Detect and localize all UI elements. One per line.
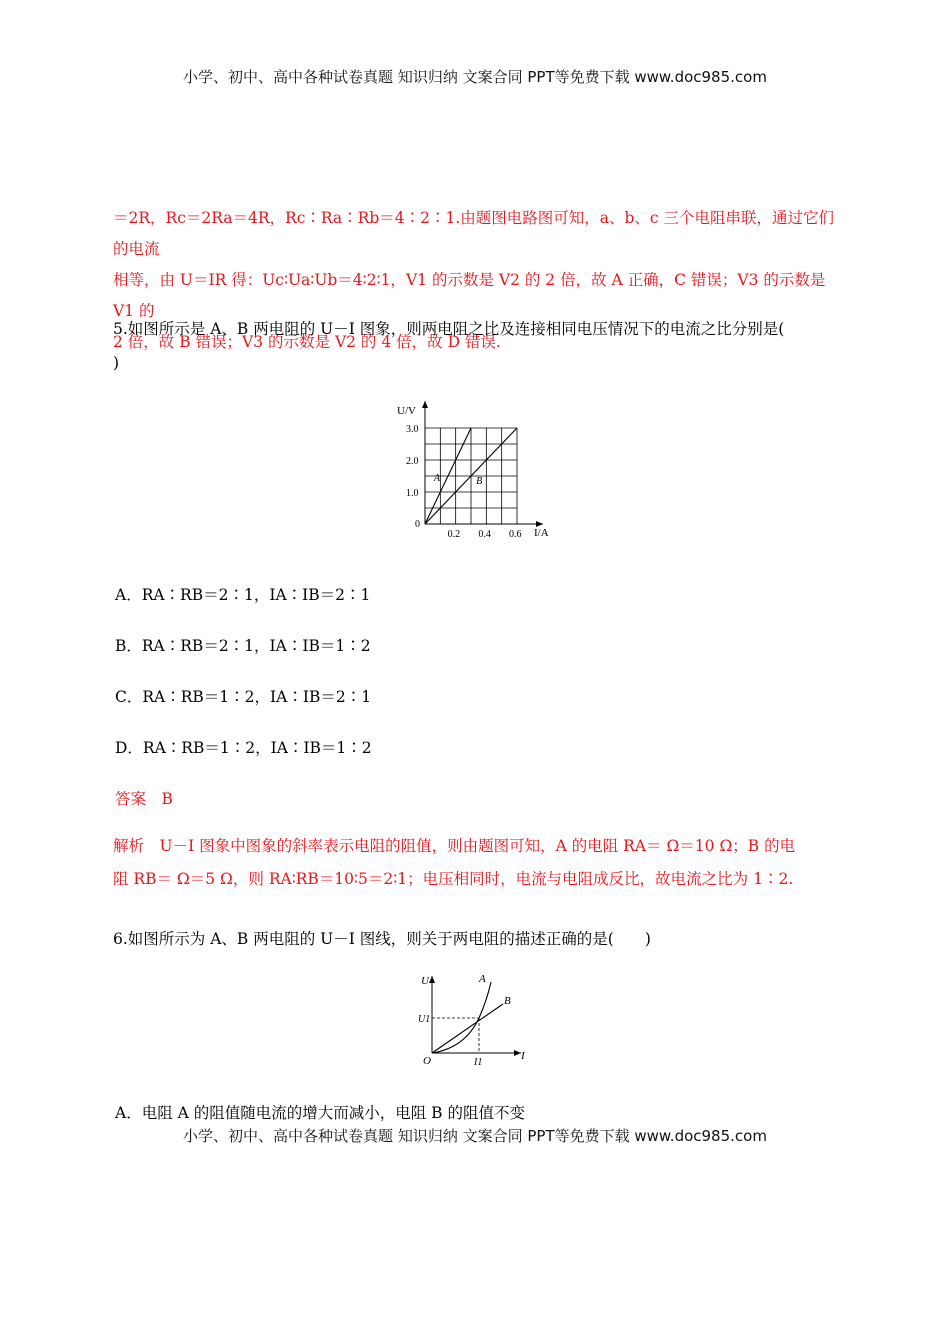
y-tick-label: 1.0 (406, 488, 419, 499)
q6-stem: 6.如图所示为 A、B 两电阻的 U－I 图线，则关于两电阻的描述正确的是( ) (113, 930, 651, 948)
origin-o-label: O (423, 1055, 431, 1067)
x-tick-label: 0.2 (447, 529, 461, 540)
curve-a (432, 982, 491, 1053)
prev-analysis-line-3: 2 倍，故 B 错误；V3 的示数是 V2 的 4 倍，故 D 错误. (113, 333, 501, 351)
q5-analysis (113, 831, 838, 895)
series-label-b: B (476, 476, 483, 487)
x-tick-label: 0.4 (478, 529, 491, 540)
series-label-a: A (433, 472, 441, 484)
q5-stem-text: 5.如图所示是 A、B 两电阻的 U－I 图象，则两电阻之比及连接相同电压情况下的电流之比分别是( (113, 320, 785, 338)
line-b (432, 1004, 503, 1053)
q5-ui-graph (395, 398, 565, 547)
q5-option-b: B．RA∶RB＝2∶1，IA∶IB＝1∶2 (115, 637, 371, 655)
q6-ui-chart (415, 968, 535, 1068)
prev-analysis-line-2: 相等，由 U＝IR 得：Uc∶Ua∶Ub＝4∶2∶1，V1 的示数是 V2 的 2 倍，故 A 正确，C 错误；V3 的示数是 V1 的 (113, 271, 826, 320)
q5-option-c: C．RA∶RB＝1∶2，IA∶IB＝2∶1 (115, 688, 372, 706)
y-axis-label: U/V (397, 405, 416, 417)
q6-option-a: A．电阻 A 的阻值随电流的增大而减小，电阻 B 的阻值不变 (115, 1104, 525, 1122)
prev-analysis-line-1: ＝2R，Rc＝2Ra＝4R，Rc∶Ra∶Rb＝4∶2∶1.由题图电路图可知，a、b、c 三个电阻串联，通过它们的电流 (113, 209, 835, 258)
q5-analysis-line-2: 阻 RB＝ Ω＝5 Ω，则 RA∶RB＝10∶5＝2∶1；电压相同时，电流与电阻成反比，故电流之比为 1∶2. (113, 870, 794, 888)
q6-ui-graph (415, 968, 535, 1072)
u1-label: U1 (418, 1014, 431, 1025)
q5-ui-chart (395, 398, 565, 543)
q5-answer: 答案 B (115, 790, 173, 808)
x-axis-label: I/A (534, 527, 549, 539)
i1-label: I1 (474, 1057, 483, 1068)
i-label: I (521, 1050, 525, 1062)
q5-option-d: D．RA∶RB＝1∶2，IA∶IB＝1∶2 (115, 739, 372, 757)
q5-stem (113, 314, 838, 379)
q5-option-a: A．RA∶RB＝2∶1，IA∶IB＝2∶1 (115, 586, 371, 604)
origin-label: 0 (415, 519, 420, 530)
u-label: U (421, 975, 429, 987)
y-tick-label: 3.0 (406, 424, 419, 435)
q5-analysis-line-1: 解析 U－I 图象中图象的斜率表示电阻的阻值，则由题图可知，A 的电阻 RA＝ Ω＝10 Ω；B 的电 (113, 837, 796, 855)
page-header: 小学、初中、高中各种试卷真题 知识归纳 文案合同 PPT等免费下载 www.doc985.com (183, 68, 767, 86)
x-tick-label: 0.6 (509, 529, 522, 540)
y-tick-label: 2.0 (406, 456, 419, 467)
curve-a-label: A (479, 973, 486, 985)
q5-stem-close: ) (113, 354, 120, 372)
page-footer: 小学、初中、高中各种试卷真题 知识归纳 文案合同 PPT等免费下载 www.doc985.com (183, 1127, 767, 1145)
line-b-label: B (504, 995, 511, 1007)
